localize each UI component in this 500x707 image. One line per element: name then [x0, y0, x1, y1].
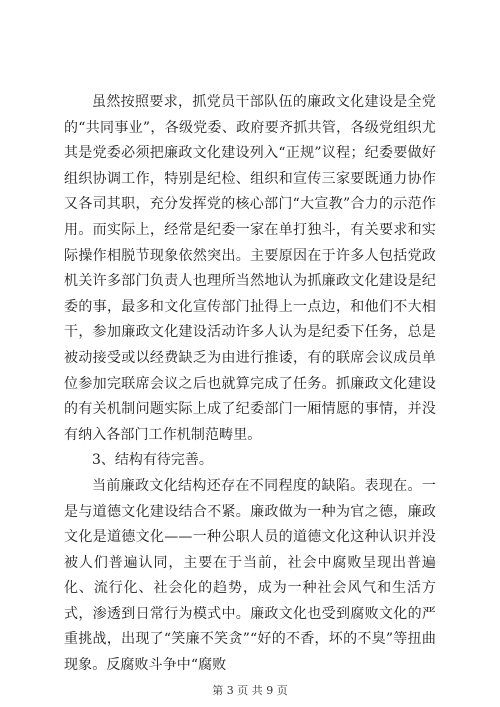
section-heading: 3、结构有待完善。: [92, 452, 213, 469]
paragraph-structure: 当前廉政文化结构还存在不同程度的缺陷。表现在。一是与道德文化建设结合不紧。廉政做为一种为官之德，廉政文化是道德文化——一种公职人员的道德文化这种认识并没被人们普遍认同，主要在于当前，社会中腐败呈现出普遍化、流行化、社会化的趋势，成为一种社会风气和生活方式，渗透到日常行为模式中。廉政文化也受到腐败文化的严重挑战，出现了“笑廉不笑贪”“好的不香，坏的不臭”等扭曲现象。反腐败斗争中“腐败: [64, 477, 436, 674]
page-footer: 第 3 页 共 9 页: [212, 684, 288, 697]
paragraph-mechanism: 虽然按照要求，抓党员干部队伍的廉政文化建设是全党的“共同事业”，各级党委、政府要齐抓共管，各级党组织尤其是党委必须把廉政文化建设列入“正规”议程；纪委要做好组织协调工作，特别是纪检、组织和宣传三家要既通力协作又各司其职，充分发挥党的核心部门“大宣教”合力的示范作用。而实际上，经常是纪委一家在单打独斗，有关要求和实际操作相脱节现象依然突出。主要原因在于许多人包括党政机关许多部门负责人也理所当然地认为抓廉政文化建设是纪委的事，最多和文化宣传部门扯得上一点边，和他们不大相干，参加廉政文化建设活动许多人认为是纪委下任务，总是被动接受或以经费缺乏为由进行推诿，有的联席会议成员单位参加完联席会议之后也就算完成了任务。抓廉政文化建设的有关机制问题实际上成了纪委部门一厢情愿的事情，并没有纳入各部门工作机制范畴里。: [64, 94, 436, 443]
document-body: [64, 90, 436, 679]
